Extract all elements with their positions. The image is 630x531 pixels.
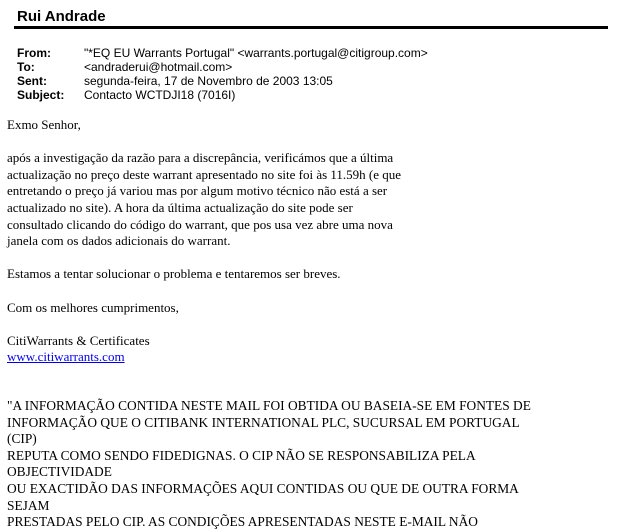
from-value: "*EQ EU Warrants Portugal" <warrants.portugal@citigroup.com> (84, 46, 428, 60)
spacer (7, 250, 623, 267)
subject-label: Subject: (17, 88, 65, 102)
body-line: consultado clicando do código do warrant, que pos usa vez abre uma nova (7, 216, 393, 232)
legal-disclaimer (7, 398, 623, 531)
body-line: após a investigação da razão para a discrepância, verificámos que a última (7, 150, 394, 166)
disclaimer-line: OU EXACTIDÃO DAS INFORMAÇÕES AQUI CONTIDAS OU QUE DE OUTRA FORMA (7, 480, 519, 496)
from-label: From: (17, 46, 51, 60)
disclaimer-line: OBJECTIVIDADE (7, 464, 112, 480)
sent-row (17, 74, 428, 88)
email-headers (17, 46, 428, 102)
sent-label: Sent: (17, 74, 47, 88)
subject-row (17, 88, 428, 102)
to-label: To: (17, 60, 35, 74)
spacer (7, 134, 623, 151)
disclaimer-line: INFORMAÇÃO QUE O CITIBANK INTERNATIONAL PLC, SUCURSAL EM PORTUGAL (7, 414, 520, 430)
greeting: Exmo Senhor, (7, 117, 81, 132)
closing-line: Com os melhores cumprimentos, (7, 299, 179, 315)
body-line: actualizado no site). A hora da última actualização do site pode ser (7, 199, 353, 215)
body-line: entretando o preço já variou mas por algum motivo técnico não está a ser (7, 183, 388, 199)
link-line (7, 349, 623, 366)
disclaimer-line: SEJAM (7, 497, 50, 513)
disclaimer-line: (CIP) (7, 431, 37, 447)
signature-line: CitiWarrants & Certificates (7, 332, 150, 348)
sender-name: Rui Andrade (17, 8, 106, 25)
website-link[interactable]: www.citiwarrants.com (7, 349, 125, 365)
disclaimer-line: PRESTADAS PELO CIP. AS CONDIÇÕES APRESENTADAS NESTE E-MAIL NÃO (7, 514, 478, 530)
subject-value: Contacto WCTDJI18 (7016I) (84, 88, 236, 102)
body-line: janela com os dados adicionais do warrant. (7, 233, 231, 249)
to-row (17, 60, 428, 74)
body-line: Estamos a tentar solucionar o problema e tentaremos ser breves. (7, 266, 341, 282)
to-value: <andraderui@hotmail.com> (84, 60, 233, 74)
disclaimer-line: "A INFORMAÇÃO CONTIDA NESTE MAIL FOI OBTIDA OU BASEIA-SE EM FONTES DE (7, 398, 531, 413)
header-divider (14, 26, 608, 29)
body-line: actualização no preço deste warrant apresentado no site foi às 11.59h (e que (7, 166, 402, 182)
sent-value: segunda-feira, 17 de Novembro de 2003 13:05 (84, 74, 333, 88)
disclaimer-line: REPUTA COMO SENDO FIDEDIGNAS. O CIP NÃO SE RESPONSABILIZA PELA (7, 447, 476, 463)
from-row (17, 46, 428, 60)
spacer (7, 316, 623, 333)
email-body (7, 117, 623, 366)
spacer (7, 283, 623, 300)
